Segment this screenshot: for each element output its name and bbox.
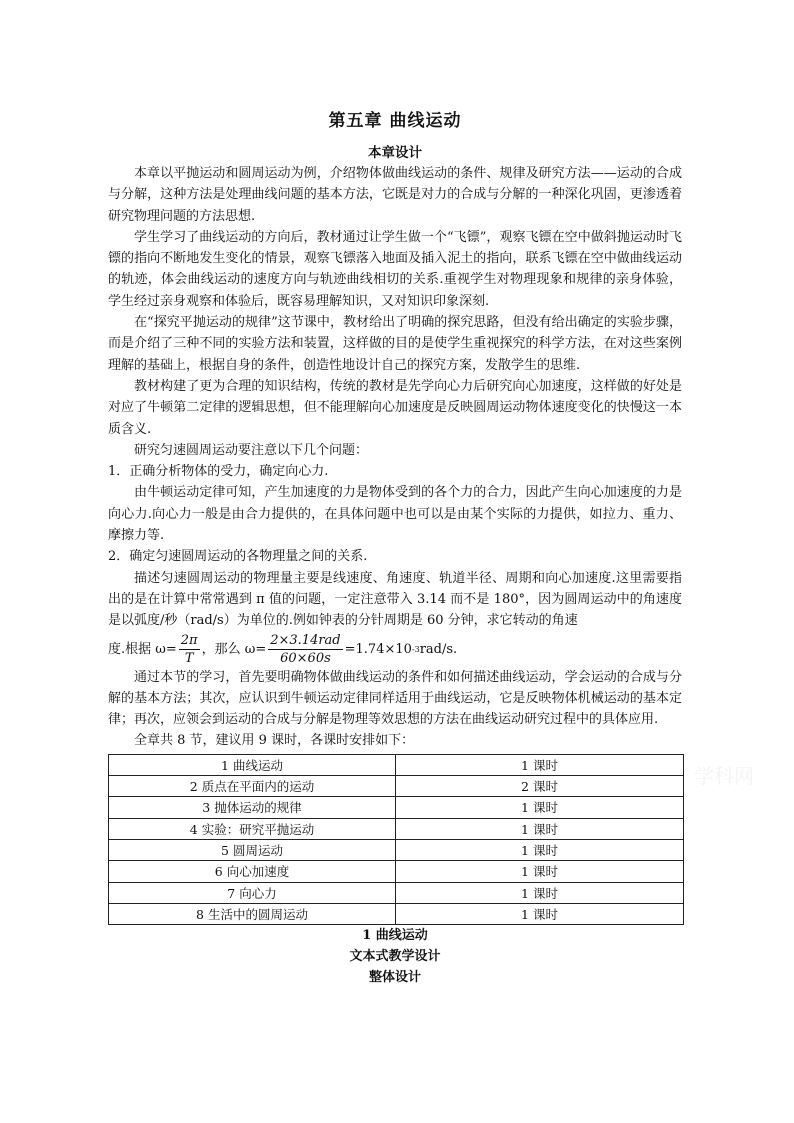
fraction-denominator: T (184, 650, 194, 666)
hours-cell: 2 课时 (396, 776, 684, 797)
paragraph-dart: 学生学习了曲线运动的方向后，教材通过让学生做一个“飞镖”，观察飞镖在空中做斜抛运动时飞镖的指向不断地发生变化的情景，观察飞镖落入地面及插入泥土的指向，联系飞镖在空中做曲线运动的轨迹，体会曲线运动的速度方向与轨迹曲线相切的关系.重视学生对物理现象和规律的亲身体验，学生经过亲身观察和体验后，既容易理解知识，又对知识印象深刻. (108, 229, 682, 309)
paragraph-issues: 研究匀速圆周运动要注意以下几个问题： (134, 442, 369, 458)
fraction-2pi-over-t (179, 632, 200, 667)
table-row (109, 903, 684, 924)
lesson-cell: 4 实验：研究平抛运动 (109, 818, 396, 839)
list-item-2: 2．确定匀速圆周运动的各物理量之间的关系. (108, 549, 368, 565)
paragraph-force: 由牛顿运动定律可知，产生加速度的力是物体受到的各个力的合力，因此产生向心加速度的力是向心力.向心力一般是由合力提供的，在具体问题中也可以是由某个实际的力提供，如拉力、重力、摩擦力等. (108, 485, 682, 544)
table-row (109, 861, 684, 882)
paragraph-projectile: 在“探究平抛运动的规律”这节课中，教材给出了明确的探究思路，但没有给出确定的实验步骤，而是介绍了三种不同的实验方法和装置，这样做的目的是使学生重视探究的科学方法，在对这些案例理解的基础上，根据自身的条件，创造性地设计自己的探究方案，发散学生的思维. (108, 315, 682, 373)
table-row (109, 797, 684, 818)
formula-unit: rad/s. (419, 641, 458, 657)
paragraph-schedule-intro: 全章共 8 节，建议用 9 课时，各课时安排如下： (134, 733, 415, 749)
section-title: 本章设计 (368, 145, 422, 161)
hours-cell: 1 课时 (396, 754, 684, 775)
watermark: 学科网 (694, 764, 754, 788)
lesson-cell: 7 向心力 (109, 882, 396, 903)
paragraph-intro: 本章以平抛运动和圆周运动为例，介绍物体做曲线运动的条件、规律及研究方法——运动的合成与分解，这种方法是处理曲线问题的基本方法，它既是对力的合成与分解的一种深化巩固，更渗透着研究物理问题的方法思想. (108, 166, 682, 224)
lesson-cell: 3 抛体运动的规律 (109, 797, 396, 818)
fraction-denominator: 60×60s (280, 650, 331, 666)
table-row (109, 776, 684, 797)
paragraph-structure: 教材构建了更为合理的知识结构，传统的教材是先学向心力后研究向心加速度，这样做的好处是对应了牛顿第二定律的逻辑思想，但不能理解向心加速度是反映圆周运动物体速度变化的快慢这一本质含义. (108, 378, 682, 437)
hours-cell: 1 课时 (396, 903, 684, 924)
table-row (109, 882, 684, 903)
paragraph-summary: 通过本节的学习，首先要明确物体做曲线运动的条件和如何描述曲线运动，学会运动的合成与分解的基本方法；其次，应认识到牛顿运动定律同样适用于曲线运动，它是反映物体机械运动的基本定律；再次，应领会到运动的合成与分解是物理等效思想的方法在曲线运动研究过程中的具体应用. (108, 669, 682, 728)
fraction-numerator: 2×3.14rad (270, 632, 341, 648)
list-item-1: 1．正确分析物体的受力，确定向心力. (108, 464, 329, 480)
chapter-title: 第五章 曲线运动 (328, 111, 462, 131)
hours-cell: 1 课时 (396, 839, 684, 860)
hours-cell: 1 课时 (396, 818, 684, 839)
overall-design-title: 整体设计 (368, 970, 421, 986)
fraction-numerator: 2π (180, 632, 198, 648)
lesson-cell: 8 生活中的圆周运动 (109, 903, 396, 924)
hours-cell: 1 课时 (396, 882, 684, 903)
fraction-calculation (268, 632, 342, 667)
lesson-title: 1 曲线运动 (362, 928, 428, 944)
formula-prefix: 度.根据 ω= (108, 641, 177, 657)
formula-line (108, 632, 682, 667)
table-row (109, 839, 684, 860)
hours-cell: 1 课时 (396, 861, 684, 882)
hours-cell: 1 课时 (396, 797, 684, 818)
formula-result: =1.74×10 (344, 641, 412, 657)
formula-mid: ，那么 ω= (201, 641, 267, 657)
lesson-cell: 6 向心加速度 (109, 861, 396, 882)
lesson-cell: 1 曲线运动 (109, 754, 396, 775)
lesson-cell: 5 圆周运动 (109, 839, 396, 860)
formula-exponent: -3 (411, 644, 420, 654)
schedule-table (108, 754, 684, 925)
lesson-cell: 2 质点在平面内的运动 (109, 776, 396, 797)
table-row (109, 754, 684, 775)
table-row (109, 818, 684, 839)
design-title: 文本式教学设计 (349, 949, 441, 965)
document-page (108, 100, 682, 988)
paragraph-quantities: 描述匀速圆周运动的物理量主要是线速度、角速度、轨道半径、周期和向心加速度.这里需要指出的是在计算中常常遇到 π 值的问题，一定注意带入 3.14 而不是 180°，因为圆周运动中的角速度是以弧度/秒（rad/s）为单位的.例如钟表的分针周期是 60 分钟，求它转动的角速 (108, 570, 682, 629)
